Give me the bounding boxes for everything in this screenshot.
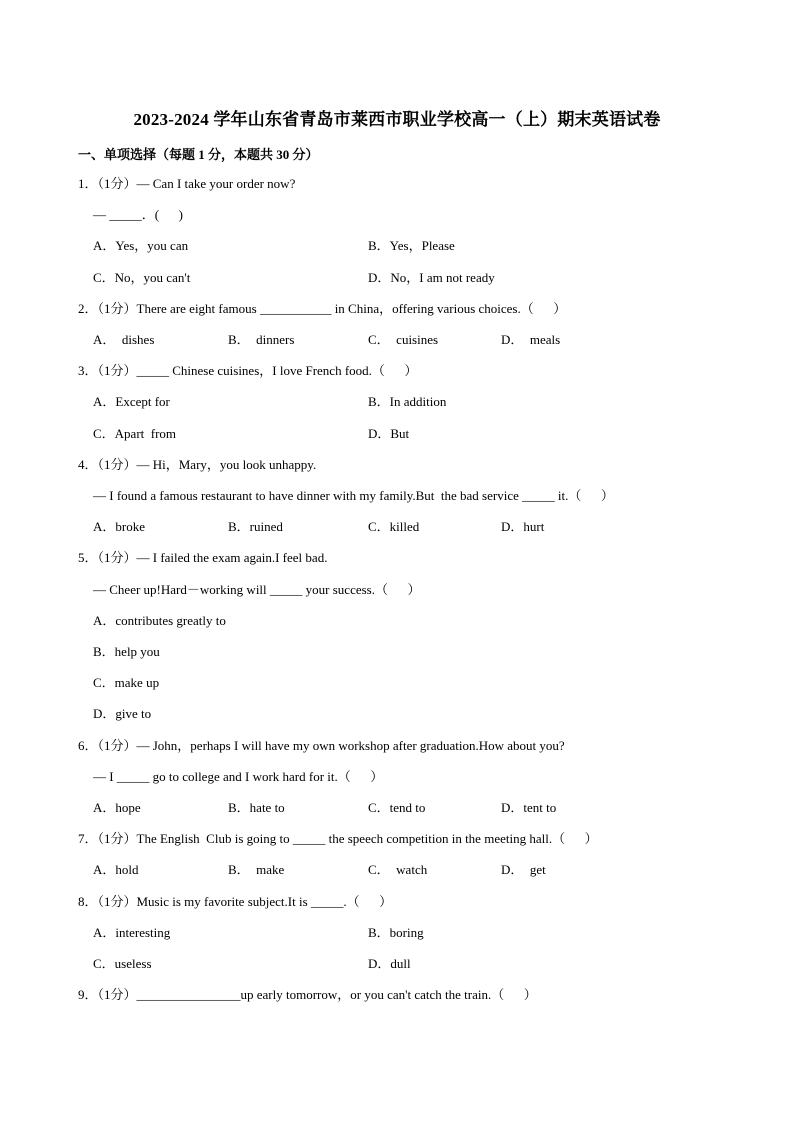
question-1-continuation: — _____．( ) — [93, 207, 183, 222]
question-6-option-b[interactable]: B．hate to — [228, 800, 285, 815]
question-4-option-c[interactable]: C．killed — [368, 519, 420, 534]
question-7-stem: 7．（1分）The English Club is going to _____ the speech competition in the meeting hall.（ ） — [78, 831, 598, 846]
question-7-option-c[interactable]: C． watch — [368, 862, 428, 877]
question-7-option-b[interactable]: B． make — [228, 862, 285, 877]
question-4-option-d[interactable]: D．hurt — [501, 519, 545, 534]
question-6-continuation: — I _____ go to college and I work hard for it.（ ） — [93, 769, 384, 784]
question-5-stem: 5．（1分）— I failed the exam again.I feel bad. — [78, 550, 328, 565]
question-5-option-d[interactable]: D．give to — [93, 706, 152, 721]
question-1-option-c[interactable]: C．No，you can't — [93, 270, 191, 285]
question-1-option-d[interactable]: D．No，I am not ready — [368, 270, 495, 285]
question-4-option-b[interactable]: B．ruined — [228, 519, 283, 534]
question-3-option-c[interactable]: C．Apart from — [93, 426, 177, 441]
question-7-option-d[interactable]: D． get — [501, 862, 546, 877]
question-6-option-c[interactable]: C．tend to — [368, 800, 426, 815]
question-5-option-a[interactable]: A．contributes greatly to — [93, 613, 226, 628]
question-6-stem: 6．（1分）— John，perhaps I will have my own workshop after graduation.How about you? — [78, 738, 565, 753]
question-2-option-c[interactable]: C． cuisines — [368, 332, 439, 347]
question-6-option-a[interactable]: A．hope — [93, 800, 141, 815]
question-7-option-a[interactable]: A．hold — [93, 862, 139, 877]
question-2-stem: 2．（1分）There are eight famous ___________ in China，offering various choices.（ ） — [78, 301, 567, 316]
question-4-continuation: — I found a famous restaurant to have dinner with my family.But the bad service _____ it.（ ） — [93, 488, 614, 503]
question-4-option-a[interactable]: A．broke — [93, 519, 145, 534]
question-3-option-b[interactable]: B．In addition — [368, 394, 447, 409]
question-8-option-d[interactable]: D．dull — [368, 956, 411, 971]
question-6-option-d[interactable]: D．tent to — [501, 800, 557, 815]
question-8-option-a[interactable]: A．interesting — [93, 925, 171, 940]
question-8-stem: 8．（1分）Music is my favorite subject.It is _____.（ ） — [78, 894, 393, 909]
question-8-option-b[interactable]: B．boring — [368, 925, 424, 940]
question-3-option-a[interactable]: A．Except for — [93, 394, 170, 409]
question-1-option-a[interactable]: A．Yes，you can — [93, 238, 189, 253]
question-2-option-b[interactable]: B． dinners — [228, 332, 295, 347]
question-2-option-d[interactable]: D． meals — [501, 332, 561, 347]
question-5-option-b[interactable]: B．help you — [93, 644, 160, 659]
question-5-continuation: — Cheer up!Hard－working will _____ your success.（ ） — [93, 582, 421, 597]
question-1-stem: 1．（1分）— Can I take your order now? — [78, 176, 296, 191]
question-1-option-b[interactable]: B．Yes，Please — [368, 238, 455, 253]
question-3-stem: 3．（1分）_____ Chinese cuisines，I love French food.（ ） — [78, 363, 418, 378]
question-5-option-c[interactable]: C．make up — [93, 675, 160, 690]
question-9-stem: 9．（1分）________________up early tomorrow，or you can't catch the train.（ ） — [78, 987, 537, 1002]
question-3-option-d[interactable]: D．But — [368, 426, 410, 441]
question-2-option-a[interactable]: A． dishes — [93, 332, 155, 347]
question-4-stem: 4．（1分）— Hi，Mary，you look unhappy. — [78, 457, 317, 472]
page-title: 2023-2024 学年山东省青岛市莱西市职业学校高一（上）期末英语试卷 — [133, 110, 661, 129]
question-8-option-c[interactable]: C．useless — [93, 956, 152, 971]
section-heading: 一、单项选择（每题 1 分，本题共 30 分） — [78, 147, 319, 162]
